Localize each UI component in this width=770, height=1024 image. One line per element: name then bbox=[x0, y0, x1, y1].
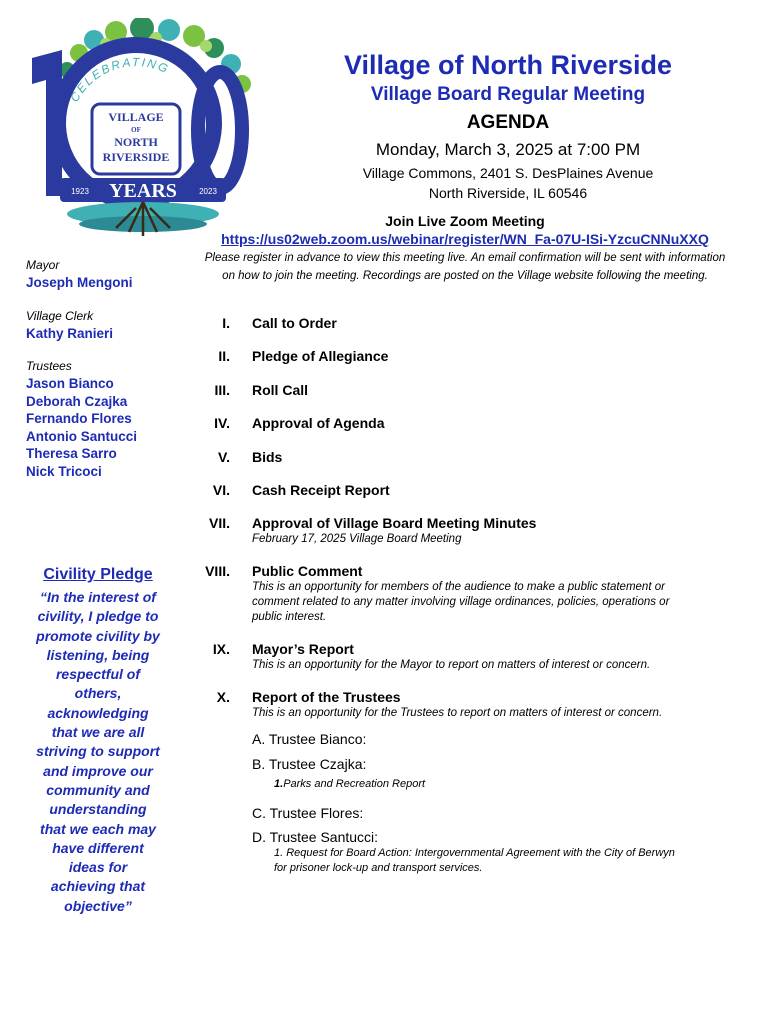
trustee-report-note: for prisoner lock-up and transport services. bbox=[274, 862, 483, 874]
trustee-report bbox=[252, 804, 752, 822]
trustee-report-label: C. Trustee Flores: bbox=[252, 805, 364, 821]
trustees-label: Trustees bbox=[26, 359, 72, 373]
agenda-item-label: Report of the Trustees bbox=[252, 689, 401, 705]
trustee-name: Nick Tricoci bbox=[26, 463, 102, 479]
location-line2: North Riverside, IL 60546 bbox=[428, 185, 588, 201]
trustee-report-label: A. Trustee Bianco: bbox=[252, 731, 367, 747]
trustee-report bbox=[252, 755, 752, 792]
pledge-line: promote civility by bbox=[36, 627, 160, 644]
agenda-item-number: X. bbox=[216, 689, 230, 705]
mayor-name: Joseph Mengoni bbox=[26, 275, 133, 290]
meeting-subtitle: Village Board Regular Meeting bbox=[370, 84, 646, 105]
pledge-title: Civility Pledge bbox=[43, 566, 153, 583]
pledge-line: community and bbox=[46, 781, 150, 798]
agenda-item-label: Pledge of Allegiance bbox=[252, 348, 389, 364]
agenda-item-note: February 17, 2025 Village Board Meeting bbox=[252, 533, 462, 545]
trustee-report bbox=[252, 730, 752, 748]
trustee-report-note-number: 1. bbox=[274, 778, 284, 790]
trustee-report-label: B. Trustee Czajka: bbox=[252, 756, 367, 772]
trustee-report-note-text: Parks and Recreation Report bbox=[283, 778, 426, 790]
trustee-name: Theresa Sarro bbox=[26, 446, 117, 461]
trustee-name: Antonio Santucci bbox=[26, 428, 137, 444]
agenda-item-label: Approval of Village Board Meeting Minutes bbox=[252, 515, 537, 531]
meeting-date: Monday, March 3, 2025 at 7:00 PM bbox=[375, 140, 641, 159]
clerk-name: Kathy Ranieri bbox=[26, 325, 114, 341]
location-line1: Village Commons, 2401 S. DesPlaines Avenue bbox=[362, 165, 654, 181]
village-100-years-logo bbox=[24, 18, 252, 240]
agenda-item-number: V. bbox=[218, 449, 230, 465]
pledge-line: listening, being bbox=[46, 646, 150, 663]
agenda-item-label: Mayor’s Report bbox=[252, 641, 354, 657]
mayor-label: Mayor bbox=[26, 258, 60, 272]
trustee-name: Jason Bianco bbox=[26, 376, 114, 391]
pledge-line: understanding bbox=[49, 801, 147, 818]
agenda-item-number: VI. bbox=[212, 482, 230, 498]
meeting-header bbox=[258, 48, 758, 202]
trustee-report-note bbox=[274, 777, 752, 792]
agenda-item-note: This is an opportunity for the Trustees to report on matters of interest or concern. bbox=[252, 707, 663, 719]
agenda-item-label: Roll Call bbox=[252, 382, 309, 398]
pledge-line: have different bbox=[52, 839, 144, 856]
agenda-item-number: II. bbox=[218, 348, 230, 364]
trustee-report-note: 1. Request for Board Action: Intergovernmental Agreement with the City of Berwyn bbox=[274, 847, 675, 859]
celebrating-text: CELEBRATING bbox=[67, 55, 172, 105]
agenda-item-number: IX. bbox=[212, 641, 230, 657]
agenda-item-number: III. bbox=[214, 382, 230, 398]
zoom-link[interactable]: https://us02web.zoom.us/webinar/register/WN_Fa-07U-ISi-YzcuCNNuXXQ bbox=[221, 231, 709, 247]
agenda-item-number: VIII. bbox=[205, 563, 230, 579]
officials-sidebar bbox=[26, 258, 176, 480]
logo-years-text: YEARS bbox=[109, 180, 177, 202]
pledge-line: and improve our bbox=[43, 762, 153, 779]
trustee-name: Fernando Flores bbox=[26, 411, 132, 426]
agenda-item-label: Call to Order bbox=[252, 315, 337, 331]
zoom-title: Join Live Zoom Meeting bbox=[385, 213, 545, 229]
pledge-line: others, bbox=[74, 685, 122, 702]
pledge-line: achieving that bbox=[50, 878, 146, 895]
logo-north-text: NORTH bbox=[114, 135, 158, 149]
agenda-item-label: Bids bbox=[252, 449, 283, 465]
agenda-item-number: IV. bbox=[214, 415, 230, 431]
trustee-report bbox=[252, 828, 752, 876]
logo-year-start: 1923 bbox=[71, 187, 89, 196]
pledge-line: objective” bbox=[64, 897, 132, 914]
trustee-report-label: D. Trustee Santucci: bbox=[252, 829, 379, 845]
agenda-item-note: public interest. bbox=[252, 611, 327, 623]
pledge-line: ideas for bbox=[68, 859, 128, 876]
clerk-label: Village Clerk bbox=[26, 308, 94, 323]
pledge-line: that we are all bbox=[51, 724, 145, 741]
agenda-item-number: I. bbox=[222, 315, 230, 331]
logo-of-text: OF bbox=[131, 126, 141, 134]
logo-year-end: 2023 bbox=[199, 187, 217, 196]
pledge-line: striving to support bbox=[36, 743, 160, 760]
agenda-item-note: This is an opportunity for the Mayor to report on matters of interest or concern. bbox=[252, 659, 651, 671]
pledge-line: civility, I pledge to bbox=[37, 608, 159, 625]
pledge-line: acknowledging bbox=[47, 704, 149, 721]
agenda-item-label: Cash Receipt Report bbox=[252, 482, 390, 498]
logo-village-text: VILLAGE bbox=[108, 110, 164, 124]
agenda-heading: AGENDA bbox=[466, 112, 550, 133]
agenda-item-label: Public Comment bbox=[252, 563, 363, 579]
logo-riverside-text: RIVERSIDE bbox=[102, 150, 170, 164]
trustee-name: Deborah Czajka bbox=[26, 393, 128, 409]
pledge-line: that we each may bbox=[40, 820, 156, 837]
pledge-text bbox=[24, 588, 172, 916]
zoom-section bbox=[170, 212, 760, 284]
zoom-note-line2: on how to join the meeting. Recordings are posted on the Village website following the meeting. bbox=[222, 270, 708, 282]
civility-pledge bbox=[24, 564, 172, 916]
agenda-item-note: This is an opportunity for members of the audience to make a public statement or bbox=[252, 581, 665, 593]
agenda-item-note: comment related to any matter involving village ordinances, policies, operations or bbox=[252, 596, 670, 608]
agenda-item-label: Approval of Agenda bbox=[252, 415, 385, 431]
pledge-line: “In the interest of bbox=[40, 589, 156, 605]
zoom-note-line1: Please register in advance to view this meeting live. An email confirmation will be sent with information bbox=[204, 252, 726, 264]
village-title: Village of North Riverside bbox=[343, 50, 673, 80]
pledge-line: respectful of bbox=[55, 666, 140, 683]
agenda-item-number: VII. bbox=[208, 515, 230, 531]
